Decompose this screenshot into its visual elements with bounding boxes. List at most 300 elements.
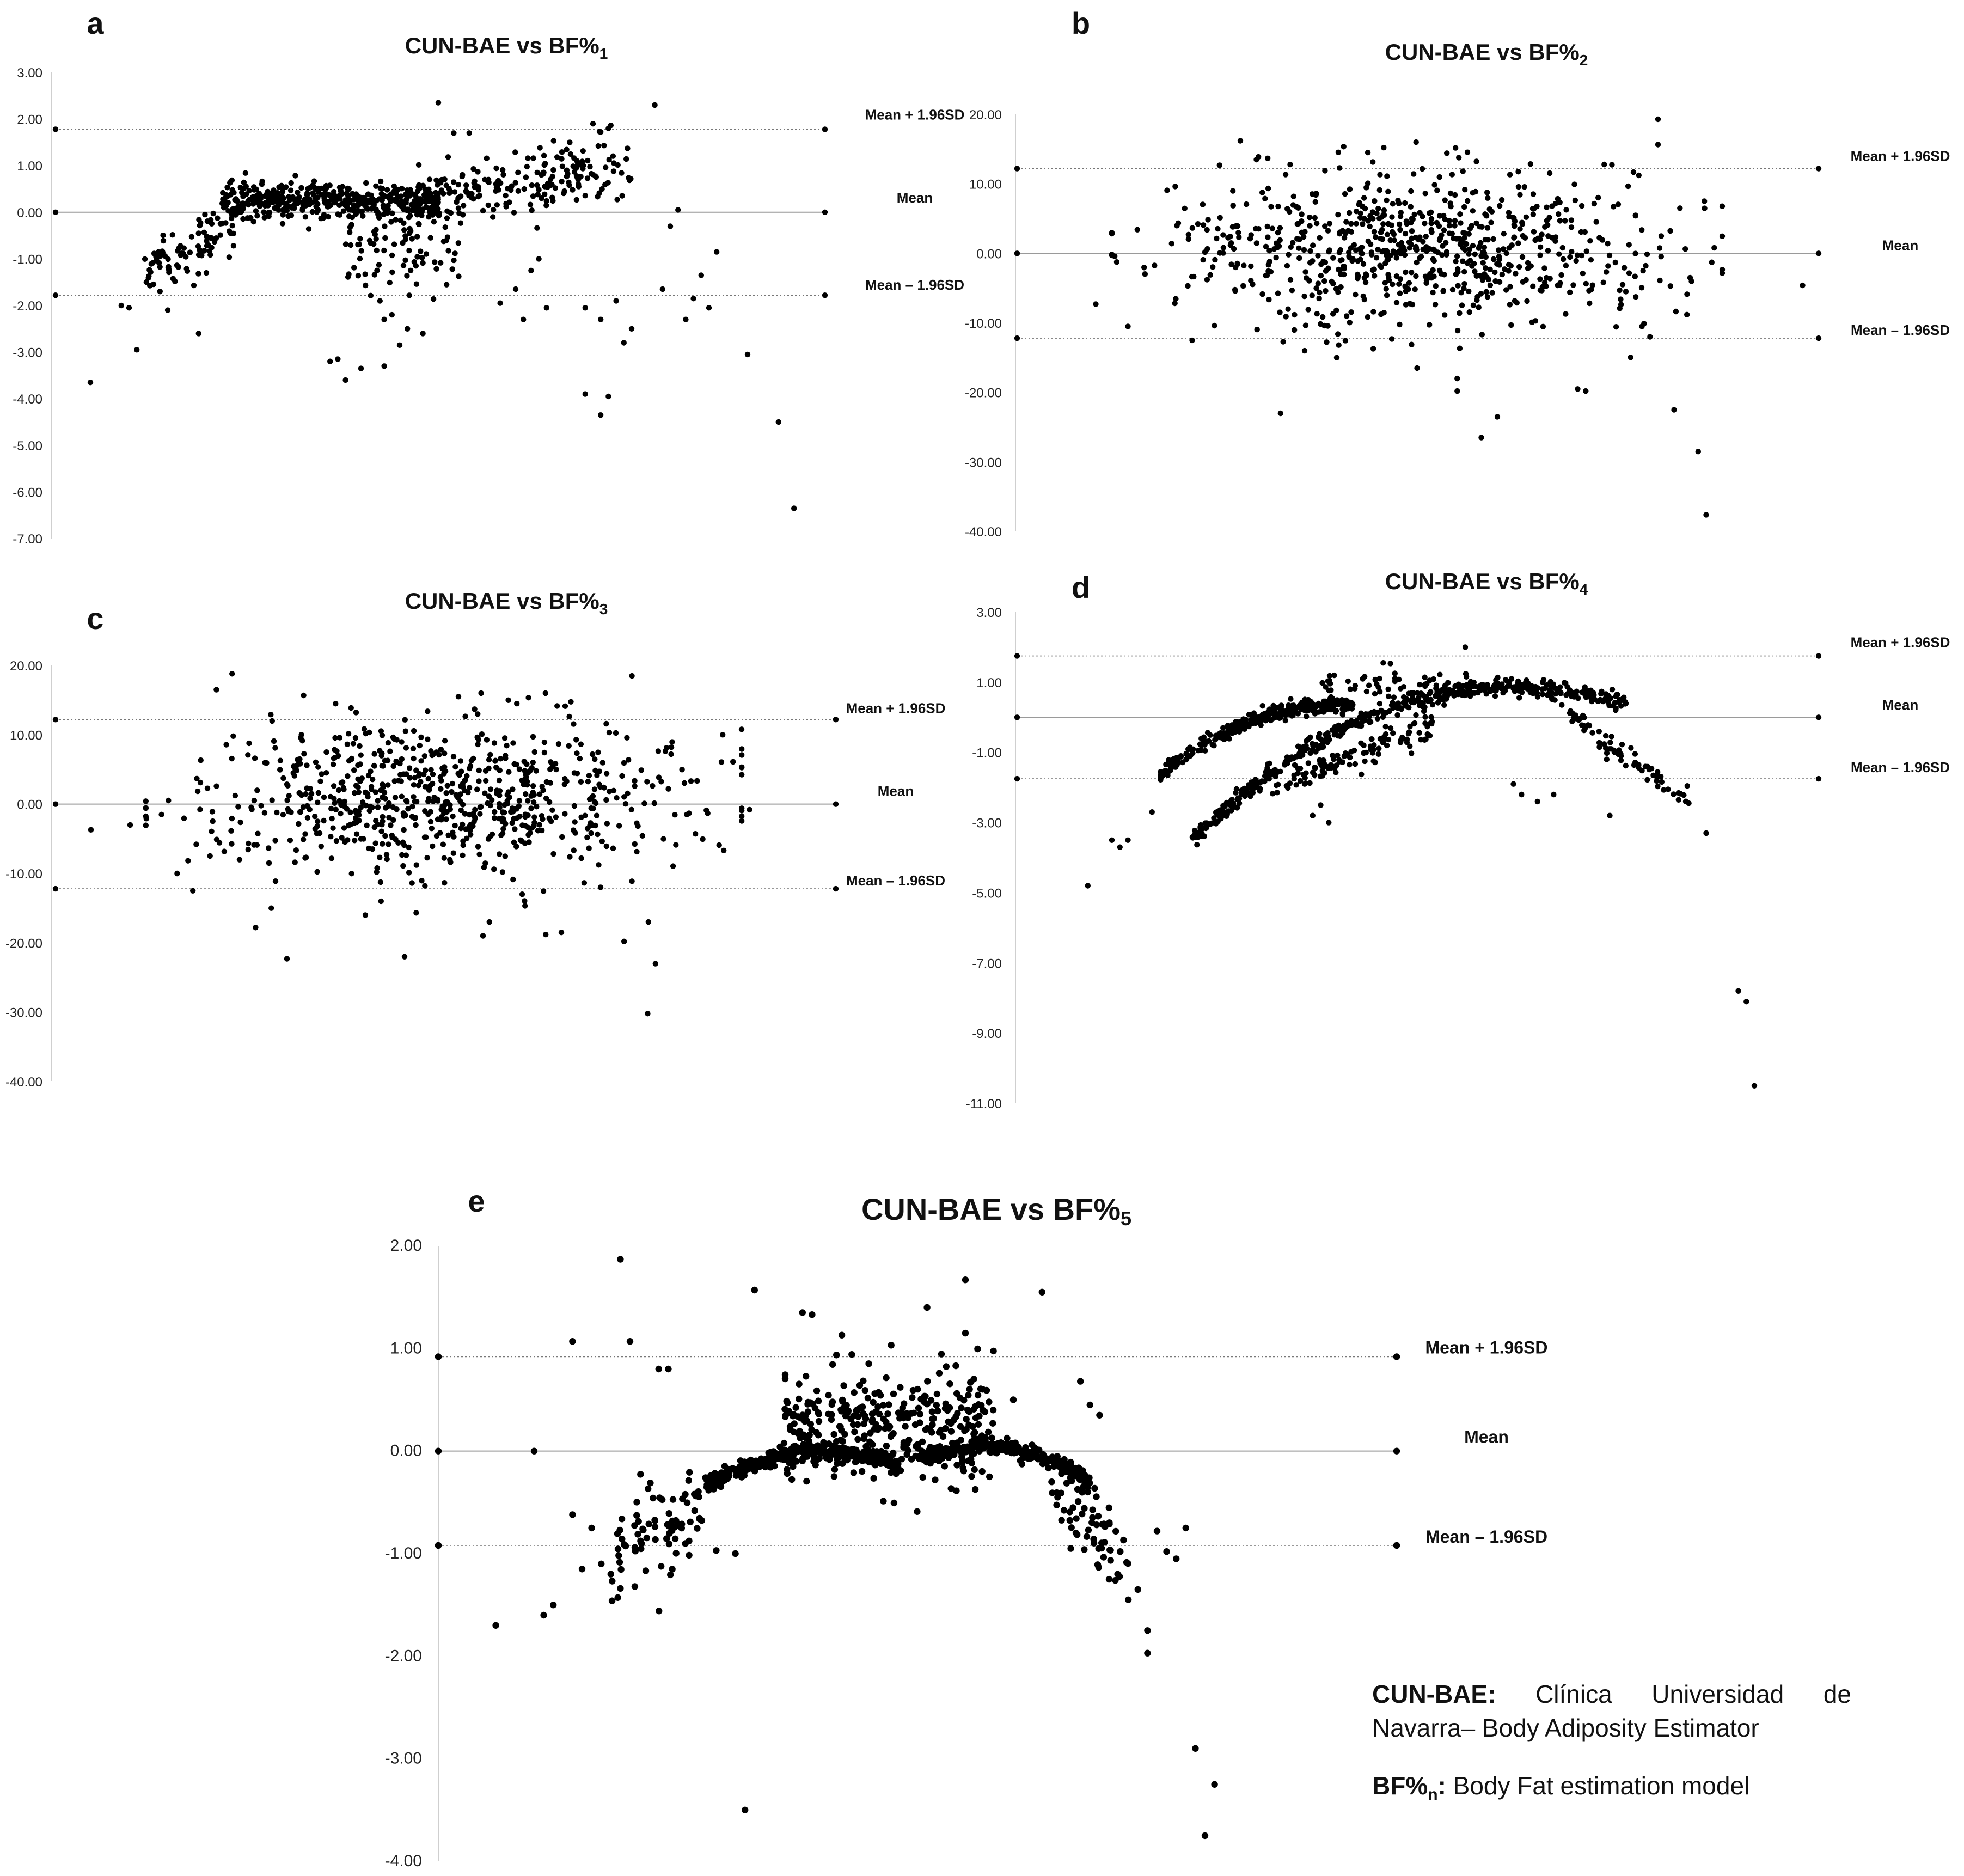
data-point [280, 812, 286, 817]
data-point [333, 701, 338, 706]
data-point [1497, 279, 1502, 285]
data-point [510, 877, 516, 882]
reference-line-endpoint [435, 1447, 442, 1454]
data-point [1080, 1484, 1086, 1490]
data-point [912, 1453, 919, 1459]
data-point [1639, 323, 1644, 329]
data-point [248, 805, 254, 810]
data-point [1200, 201, 1206, 207]
data-point [1447, 218, 1452, 223]
y-tick-label: -11.00 [965, 1097, 1002, 1111]
data-point [641, 800, 647, 806]
data-point [682, 1540, 689, 1547]
data-point [1459, 302, 1465, 308]
data-point [1384, 173, 1390, 179]
data-point [462, 778, 468, 783]
data-point [1484, 691, 1489, 696]
data-point [1292, 327, 1297, 333]
data-point [1248, 264, 1253, 269]
data-point [585, 158, 590, 163]
data-point [784, 1470, 791, 1477]
data-point [1331, 756, 1336, 762]
data-point [387, 749, 393, 754]
data-point [451, 179, 456, 185]
data-point [1436, 223, 1442, 229]
data-point [613, 298, 619, 303]
data-point [1369, 249, 1374, 255]
data-point [983, 1387, 990, 1394]
data-point [292, 859, 298, 865]
data-point [1220, 725, 1226, 731]
data-point [346, 731, 351, 736]
data-point [935, 1458, 942, 1464]
reference-line-endpoint [1014, 653, 1020, 658]
reference-line-endpoint [1816, 653, 1821, 658]
data-point [672, 812, 677, 817]
data-point [201, 248, 207, 253]
data-point [1277, 237, 1283, 243]
data-point [315, 800, 320, 805]
data-point [1465, 150, 1470, 155]
legend-bf-term-text: BF% [1372, 1771, 1428, 1800]
legend-bf-definition: Body Fat estimation model [1453, 1771, 1750, 1800]
data-point [1510, 781, 1516, 787]
data-point [356, 784, 361, 790]
data-point [865, 1395, 871, 1401]
data-point [739, 1461, 745, 1468]
data-point [1152, 262, 1157, 268]
data-point [1283, 718, 1288, 723]
data-point [522, 903, 528, 908]
data-point [447, 857, 452, 863]
data-point [1612, 700, 1618, 705]
data-point [196, 331, 201, 336]
data-point [1201, 257, 1206, 262]
data-point [650, 1495, 656, 1501]
data-point [195, 271, 201, 276]
data-point [540, 816, 545, 822]
data-point [495, 184, 500, 190]
data-point [975, 1392, 981, 1398]
data-point [970, 1376, 977, 1382]
data-point [540, 1612, 547, 1618]
data-point [1537, 276, 1543, 282]
data-point [1583, 388, 1588, 394]
data-point [1539, 686, 1545, 692]
data-point [933, 1402, 940, 1408]
data-point [656, 748, 661, 754]
data-point [1442, 312, 1447, 317]
data-point [1544, 205, 1549, 210]
data-point [413, 910, 419, 915]
data-point [1336, 150, 1341, 155]
data-point [448, 210, 454, 216]
data-point [1299, 211, 1304, 217]
data-point [682, 1491, 688, 1498]
data-point [1183, 1525, 1189, 1531]
data-point [603, 797, 609, 803]
data-point [1341, 266, 1347, 271]
data-point [1277, 769, 1283, 774]
data-point [1341, 723, 1347, 729]
data-point [617, 1585, 623, 1592]
data-point [621, 939, 627, 944]
data-point [688, 778, 694, 784]
data-point [1628, 355, 1633, 360]
data-point [1392, 679, 1398, 684]
data-point [174, 871, 180, 876]
data-point [617, 1566, 624, 1573]
data-point [1294, 754, 1299, 759]
data-point [88, 380, 93, 385]
data-point [620, 193, 625, 198]
abbreviation-legend [1372, 1677, 1851, 1836]
data-point [1362, 759, 1367, 764]
data-point [1278, 411, 1283, 416]
data-point [377, 298, 383, 303]
data-point [486, 793, 492, 799]
data-point [622, 1543, 629, 1549]
data-point [338, 811, 343, 816]
data-point [387, 280, 393, 285]
data-point [1609, 162, 1614, 167]
data-point [365, 192, 371, 197]
data-point [201, 230, 207, 235]
data-point [1253, 716, 1259, 721]
data-point [1090, 1506, 1096, 1513]
data-point [213, 235, 219, 241]
data-point [739, 726, 744, 732]
y-tick-label: 20.00 [9, 659, 42, 674]
data-point [425, 798, 431, 804]
data-point [441, 807, 446, 812]
panel-b [965, 6, 1950, 540]
data-point [1632, 273, 1638, 279]
data-point [1394, 300, 1399, 305]
data-point [1166, 757, 1171, 763]
data-point [313, 826, 318, 832]
data-point [567, 854, 572, 859]
data-point [1453, 259, 1458, 264]
data-point [579, 1566, 585, 1572]
data-point [512, 149, 518, 155]
data-point [297, 809, 303, 815]
data-point [346, 758, 352, 763]
data-point [1418, 737, 1423, 742]
data-point [652, 102, 657, 108]
data-point [776, 1451, 783, 1457]
data-point [1292, 312, 1297, 317]
data-point [375, 212, 381, 217]
data-point [1208, 272, 1213, 278]
data-point [1154, 1527, 1160, 1534]
data-point [414, 234, 420, 239]
data-point [1381, 145, 1386, 150]
data-point [576, 184, 582, 189]
data-point [1236, 234, 1241, 240]
data-point [1370, 267, 1375, 273]
data-point [250, 201, 256, 206]
data-point [682, 780, 687, 786]
data-point [1257, 779, 1262, 785]
data-point [1142, 271, 1148, 277]
data-point [1412, 720, 1417, 726]
data-point [562, 781, 567, 787]
data-point [619, 1536, 625, 1542]
data-point [379, 191, 384, 197]
data-point [848, 1351, 855, 1358]
data-point [897, 1384, 903, 1391]
data-point [578, 855, 584, 861]
data-point [445, 154, 451, 160]
reference-line-endpoint [1014, 335, 1020, 341]
data-point [1665, 786, 1671, 792]
data-point [262, 810, 267, 815]
data-point [205, 786, 210, 791]
data-point [1520, 279, 1526, 285]
data-point [478, 690, 484, 696]
data-point [394, 199, 399, 204]
data-point [1437, 174, 1442, 180]
data-point [452, 823, 457, 828]
data-point [532, 749, 537, 755]
data-point [904, 1447, 911, 1453]
data-point [1108, 1557, 1114, 1563]
data-point [494, 202, 500, 207]
data-point [553, 814, 559, 820]
data-point [1295, 205, 1301, 211]
data-point [747, 1457, 754, 1464]
data-point [763, 1457, 769, 1464]
data-point [1563, 311, 1568, 316]
data-point [230, 734, 236, 739]
data-point [1389, 336, 1394, 341]
data-point [703, 808, 709, 813]
data-point [590, 751, 595, 757]
data-point [1595, 698, 1600, 704]
data-point [1212, 737, 1217, 743]
reference-line-endpoint [1816, 166, 1821, 171]
data-point [1303, 702, 1308, 708]
data-point [1580, 713, 1586, 718]
data-point [1480, 277, 1485, 283]
data-point [1286, 307, 1291, 312]
data-point [531, 820, 537, 825]
data-point [851, 1389, 858, 1396]
data-point [405, 326, 410, 332]
data-point [1575, 253, 1580, 258]
data-point [1592, 201, 1597, 206]
data-point [1283, 172, 1288, 177]
data-point [467, 812, 472, 817]
data-point [572, 770, 577, 775]
data-point [1185, 283, 1190, 289]
data-point [331, 189, 336, 194]
data-point [658, 1563, 664, 1569]
data-point [694, 1525, 700, 1531]
data-point [1236, 722, 1241, 727]
data-point [1397, 290, 1403, 296]
data-point [862, 1413, 868, 1419]
data-point [450, 781, 455, 786]
data-point [1626, 242, 1632, 247]
data-point [924, 1378, 931, 1384]
data-point [363, 180, 369, 186]
data-point [265, 210, 271, 216]
data-point [1230, 188, 1235, 193]
data-point [666, 1530, 672, 1537]
data-point [1583, 694, 1589, 700]
y-tick-label: -3.00 [972, 816, 1002, 831]
data-point [989, 1420, 996, 1427]
data-point [345, 187, 351, 192]
data-point [360, 213, 365, 219]
data-point [1345, 228, 1351, 234]
data-point [1584, 248, 1589, 254]
data-point [126, 305, 132, 310]
data-point [1484, 190, 1490, 195]
data-point [351, 767, 357, 773]
data-point [1382, 710, 1387, 715]
data-point [1415, 698, 1421, 704]
data-point [322, 200, 328, 206]
data-point [1254, 240, 1259, 246]
data-point [1385, 232, 1390, 237]
chart-title-subscript: 5 [1121, 1207, 1132, 1230]
data-point [1347, 210, 1352, 216]
y-tick-label: 10.00 [969, 177, 1002, 192]
data-point [1580, 271, 1586, 276]
data-point [936, 1370, 943, 1377]
data-point [1487, 267, 1492, 272]
y-tick-label: 2.00 [17, 112, 42, 127]
data-point [915, 1405, 922, 1411]
data-point [1313, 199, 1318, 205]
data-point [1112, 254, 1117, 259]
data-point [491, 866, 497, 872]
data-point [639, 767, 644, 773]
y-tick-label: 0.00 [976, 247, 1002, 262]
data-point [1114, 1571, 1121, 1578]
data-point [252, 755, 258, 761]
data-point [514, 701, 519, 706]
data-point [510, 740, 516, 745]
data-point [1411, 690, 1416, 695]
data-point [373, 840, 378, 846]
data-point [1318, 802, 1323, 808]
data-point [442, 769, 448, 774]
data-point [191, 283, 197, 288]
data-point [1529, 320, 1535, 325]
data-point [1433, 283, 1439, 289]
data-point [475, 742, 480, 747]
data-point [331, 762, 336, 767]
data-point [497, 851, 502, 857]
data-point [1333, 709, 1338, 714]
data-point [387, 195, 392, 201]
data-point [545, 181, 550, 186]
data-point [562, 704, 568, 709]
data-point [1590, 283, 1595, 288]
data-point [398, 218, 403, 223]
data-point [807, 1421, 814, 1427]
data-point [292, 173, 298, 178]
data-point [1250, 282, 1255, 287]
data-point [1336, 343, 1342, 348]
y-tick-label: -1.00 [13, 252, 42, 267]
data-point [1081, 1505, 1087, 1512]
data-point [965, 1457, 971, 1464]
data-point [944, 1407, 951, 1414]
data-point [1100, 1554, 1107, 1560]
data-point [938, 1351, 945, 1357]
data-point [228, 828, 234, 834]
reference-line-endpoint [1014, 714, 1020, 720]
data-point [601, 785, 607, 790]
data-point [1357, 256, 1363, 262]
data-point [292, 773, 297, 778]
data-point [755, 1461, 761, 1467]
data-point [949, 1440, 956, 1446]
data-point [389, 312, 395, 317]
data-point [739, 746, 744, 751]
data-point [389, 833, 395, 838]
data-point [187, 249, 193, 255]
data-point [646, 919, 651, 925]
data-point [1312, 215, 1318, 221]
data-point [578, 815, 584, 820]
data-point [198, 757, 204, 763]
data-point [505, 698, 511, 703]
data-point [451, 834, 456, 840]
data-point [426, 776, 431, 781]
data-point [1567, 290, 1573, 295]
data-point [1271, 772, 1276, 777]
data-point [713, 1547, 719, 1554]
data-point [286, 204, 291, 209]
data-point [1406, 240, 1412, 245]
data-point [197, 806, 203, 812]
y-tick-label: -30.00 [964, 455, 1002, 470]
data-point [1304, 713, 1309, 719]
data-point [389, 253, 395, 258]
data-point [1389, 223, 1394, 228]
data-point [523, 772, 529, 777]
y-tick-label: -2.00 [13, 299, 42, 314]
data-point [1485, 237, 1490, 242]
data-point [1617, 288, 1622, 293]
data-point [1270, 225, 1275, 231]
data-point [386, 841, 391, 847]
data-point [416, 222, 421, 227]
data-point [1386, 737, 1391, 742]
data-point [245, 752, 250, 757]
data-point [990, 1407, 996, 1413]
data-point [266, 860, 272, 866]
data-point [946, 1380, 953, 1387]
data-point [381, 211, 387, 217]
data-point [1512, 234, 1517, 240]
data-point [613, 730, 619, 736]
data-point [1296, 255, 1302, 261]
data-point [189, 234, 194, 240]
reference-line-endpoint [1393, 1353, 1400, 1360]
reference-line-endpoint [1816, 776, 1821, 781]
data-point [1452, 218, 1458, 223]
data-point [1563, 263, 1569, 268]
data-point [1452, 192, 1458, 198]
data-point [523, 174, 529, 180]
